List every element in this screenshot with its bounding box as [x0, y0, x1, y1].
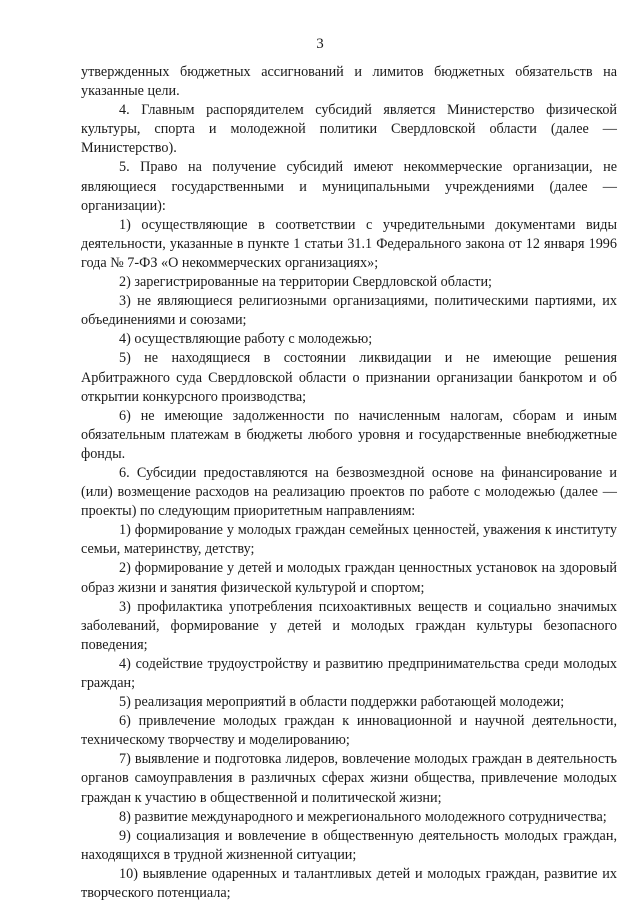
- subitem-5-5: 5) не находящиеся в состоянии ликвидации и не имеющие решения Арбитражного суда Свердловской области о признании организации банкротом и об открытии конкурсного производства;: [81, 350, 617, 405]
- subitem-6-5: 5) реализация мероприятий в области поддержки работающей молодежи;: [119, 694, 565, 711]
- subitem-6-8: 8) развитие международного и межрегионального молодежного сотрудничества;: [119, 808, 607, 825]
- subitem-6-9: 9) социализация и вовлечение в общественную деятельность молодых граждан, находящихся в трудной жизненной ситуации;: [81, 827, 617, 863]
- subitem-5-1: 1) осуществляющие в соответствии с учредительными документами виды деятельности, указанные в пункте 1 статьи 31.1 Федерального закона от 12 января 1996 года № 7-ФЗ «О некоммерческих организациях»;: [81, 216, 617, 271]
- page-number: 3: [316, 36, 324, 52]
- subitem-5-4: 4) осуществляющие работу с молодежью;: [119, 331, 373, 348]
- paragraph-continuation: утвержденных бюджетных ассигнований и лимитов бюджетных обязательств на указанные цели.: [81, 64, 617, 100]
- subitem-5-2: 2) зарегистрированные на территории Свердловской области;: [119, 274, 492, 291]
- paragraph-item-4: 4. Главным распорядителем субсидий является Министерство физической культуры, спорта и молодежной политики Свердловской области (далее — Министерство).: [81, 102, 617, 157]
- document-body: [81, 63, 617, 903]
- paragraph-item-6: 6. Субсидии предоставляются на безвозмездной основе на финансирование и (или) возмещение расходов на реализацию проектов по работе с молодежью (далее — проекты) по следующим приоритетным направлениям:: [81, 464, 617, 520]
- paragraph-item-5: 5. Право на получение субсидий имеют некоммерческие организации, не являющиеся государственными и муниципальными учреждениями (далее — организации):: [81, 159, 617, 214]
- subitem-6-3: 3) профилактика употребления психоактивных веществ и социально значимых заболеваний, формирование у детей и молодых граждан культуры безопасного поведения;: [81, 598, 617, 653]
- subitem-6-6: 6) привлечение молодых граждан к инновационной и научной деятельности, техническому творчеству и моделированию;: [81, 713, 617, 749]
- subitem-6-7: 7) выявление и подготовка лидеров, вовлечение молодых граждан в деятельность органов самоуправления в различных сферах жизни общества, привлечение молодых граждан к участию в общественной и политической жизни;: [81, 751, 617, 806]
- subitem-5-6: 6) не имеющие задолженности по начисленным налогам, сборам и иным обязательным платежам в бюджеты любого уровня и государственные внебюджетные фонды.: [81, 407, 617, 462]
- subitem-6-1: 1) формирование у молодых граждан семейных ценностей, уважения к институту семьи, материнству, детству;: [81, 522, 617, 558]
- subitem-6-2: 2) формирование у детей и молодых граждан ценностных установок на здоровый образ жизни и занятия физической культурой и спортом;: [81, 560, 617, 596]
- subitem-6-4: 4) содействие трудоустройству и развитию предпринимательства среди молодых граждан;: [81, 655, 617, 691]
- subitem-5-3: 3) не являющиеся религиозными организациями, политическими партиями, их объединениями и союзами;: [81, 293, 617, 329]
- subitem-6-10: 10) выявление одаренных и талантливых детей и молодых граждан, развитие их творческого потенциала;: [81, 865, 617, 902]
